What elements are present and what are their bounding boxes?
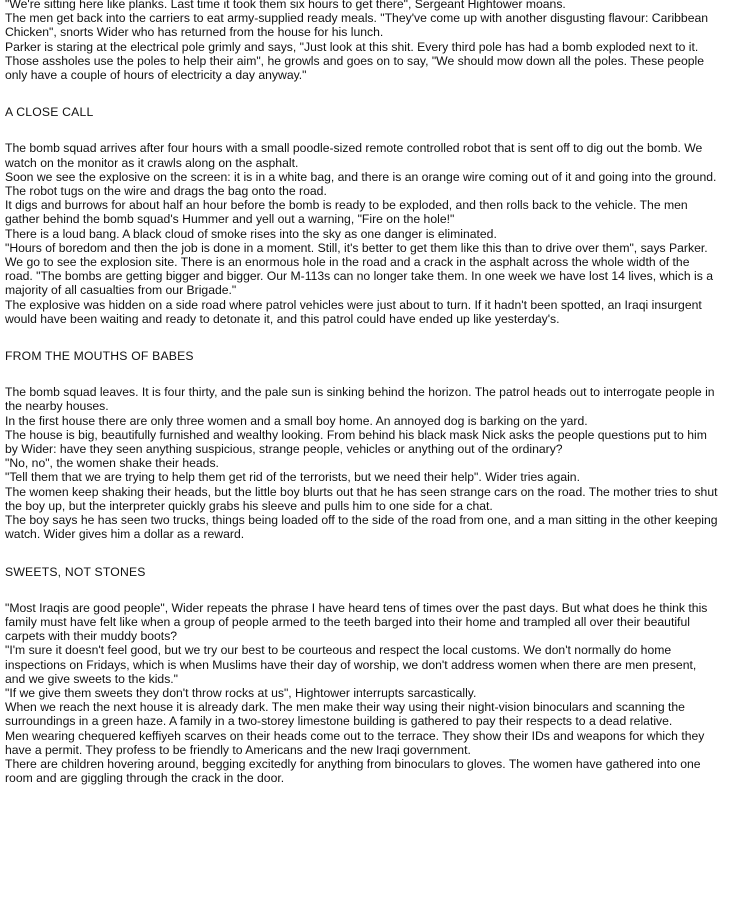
paragraph: "We're sitting here like planks. Last time it took them six hours to get there", Sergeant Hightower moans.: [5, 0, 566, 11]
section-mouths-of-babes: [5, 349, 719, 541]
paragraph: When we reach the next house it is already dark. The men make their way using their night-vision binoculars and scanning the surroundings in a green haze. A family in a two-storey limestone building is gathered to pay their respects to a dead relative.: [5, 700, 685, 729]
paragraph: We go to see the explosion site. There is an enormous hole in the road and a crack in the asphalt across the whole width of the road. "The bombs are getting bigger and bigger. Our M-113s can no longer take them. In one week we have lost 14 lives, which is a majority of all casualties from our Brigade.": [5, 255, 713, 298]
section-heading: A CLOSE CALL: [5, 105, 94, 120]
paragraph: The bomb squad leaves. It is four thirty, and the pale sun is sinking behind the horizon. The patrol heads out to interrogate people in the nearby houses.: [5, 385, 715, 414]
paragraph: "If we give them sweets they don't throw rocks at us", Hightower interrupts sarcastically.: [5, 685, 477, 700]
paragraph: The bomb squad arrives after four hours with a small poodle-sized remote controlled robot that is sent off to dig out the bomb. We watch on the monitor as it crawls along on the asphalt.: [5, 141, 703, 170]
paragraph: There are children hovering around, begging excitedly for anything from binoculars to gloves. The women have gathered into one room and are giggling through the crack in the door.: [5, 756, 701, 786]
paragraph: The boy says he has seen two trucks, things being loaded off to the side of the road from one, and a man sitting in the other keeping watch. Wider gives him a dollar as a reward.: [5, 513, 718, 542]
section-heading: SWEETS, NOT STONES: [5, 564, 146, 579]
section-heading: FROM THE MOUTHS OF BABES: [5, 349, 194, 364]
section-close-call: [5, 105, 719, 326]
paragraph: "Hours of boredom and then the job is done in a moment. Still, it's better to get them like this than to drive over them", says Parker.: [5, 240, 708, 255]
paragraph: Men wearing chequered keffiyeh scarves on their heads come out to the terrace. They show their IDs and weapons for which they have a permit. They profess to be friendly to Americans and the new Iraqi government.: [5, 728, 705, 757]
section-sweets-not-stones: [5, 565, 719, 786]
paragraph: There is a loud bang. A black cloud of smoke rises into the sky as one danger is eliminated.: [5, 226, 497, 241]
paragraph: Parker is staring at the electrical pole grimly and says, "Just look at this shit. Every third pole has had a bomb exploded next to it. Those assholes use the poles to help their aim", he growls and goes on to say, "We should mow down all the poles. These people only have a couple of hours of electricity a day anyway.": [5, 39, 705, 83]
paragraph: "No, no", the women shake their heads.: [5, 456, 219, 471]
paragraph: In the first house there are only three women and a small boy home. An annoyed dog is barking on the yard.: [5, 413, 588, 428]
paragraph: It digs and burrows for about half an hour before the bomb is ready to be exploded, and then rolls back to the vehicle. The men gather behind the bomb squad's Hummer and yell out a warning, "Fire on the hole!": [5, 198, 688, 227]
intro-section: [5, 0, 719, 82]
paragraph: "Tell them that we are trying to help them get rid of the terrorists, but we need their help". Wider tries again.: [5, 470, 580, 485]
paragraph: The men get back into the carriers to eat army-supplied ready meals. "They've come up with another disgusting flavour: Caribbean Chicken", snorts Wider who has returned from the house for his lunch.: [5, 11, 709, 40]
paragraph: Soon we see the explosive on the screen: it is in a white bag, and there is an orange wire coming out of it and going into the ground. The robot tugs on the wire and drags the bag onto the road.: [5, 169, 717, 199]
paragraph: "Most Iraqis are good people", Wider repeats the phrase I have heard tens of times over the past days. But what does he think this family must have felt like when a group of people armed to the teeth barged into their home and trampled all over their beautiful carpets with their muddy boots?: [5, 600, 708, 644]
paragraph: The women keep shaking their heads, but the little boy blurts out that he has seen strange cars on the road. The mother tries to shut the boy up, but the interpreter quickly grabs his sleeve and pulls him to one side for a chat.: [5, 484, 718, 513]
paragraph: The explosive was hidden on a side road where patrol vehicles were just about to turn. If it hadn't been spotted, an Iraqi insurgent would have been waiting and ready to detonate it, and this patrol could have ended up like yesterday's.: [5, 297, 702, 326]
paragraph: "I'm sure it doesn't feel good, but we try our best to be courteous and respect the local customs. We don't normally do home inspections on Fridays, which is when Muslims have their day of worship, we don't address women when there are men present, and we give sweets to the kids.": [5, 643, 697, 686]
paragraph: The house is big, beautifully furnished and wealthy looking. From behind his black mask Nick asks the people questions put to him by Wider: have they seen anything suspicious, strange people, vehicles or anything out of the ordinary?: [5, 427, 707, 457]
